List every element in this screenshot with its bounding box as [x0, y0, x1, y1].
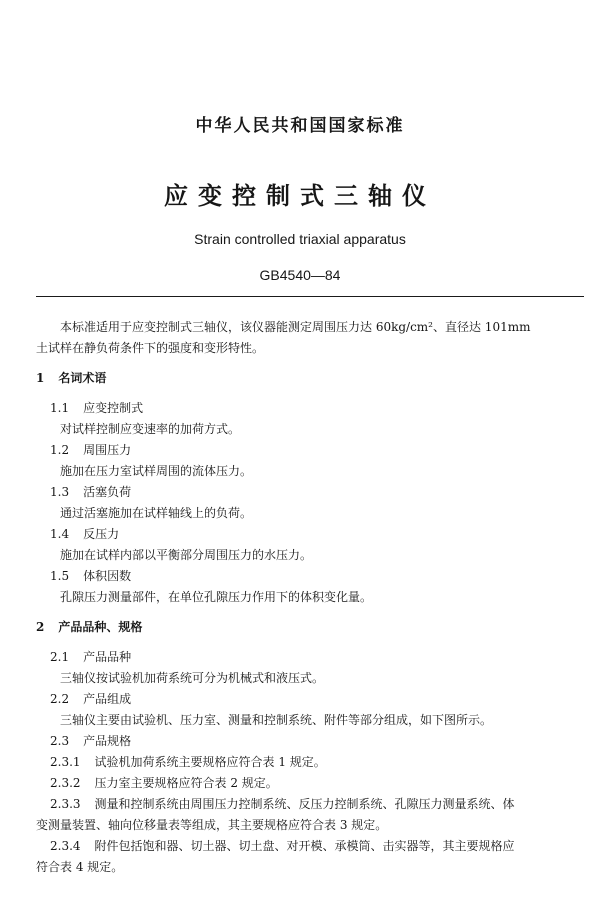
clause-2-2 [50, 690, 131, 708]
term-1-3-definition: 通过活塞施加在试样轴线上的负荷。 [60, 506, 253, 520]
document-title-cn: 应变控制式三轴仪 [164, 182, 436, 210]
clause-2-3-3-line-2: 变测量装置、轴向位移量表等组成，其主要规格应符合表 3 规定。 [36, 818, 388, 832]
clause-number: 2.3.3 [50, 797, 81, 811]
clause-number: 2.3.1 [50, 755, 81, 769]
term-name: 应变控制式 [83, 401, 144, 415]
section-2-heading [36, 618, 142, 636]
section-1-heading [36, 369, 106, 387]
clause-text: 试验机加荷系统主要规格应符合表 1 规定。 [94, 755, 326, 769]
term-name: 体积因数 [83, 569, 132, 583]
clause-2-3-2 [50, 774, 278, 792]
clause-number: 2.3.2 [50, 776, 81, 790]
term-1-1-definition: 对试样控制应变速率的加荷方式。 [60, 422, 241, 436]
header-divider [36, 296, 584, 297]
standard-name: 中华人民共和国国家标准 [195, 116, 405, 136]
term-number: 1.1 [50, 401, 70, 415]
clause-number: 2.2 [50, 692, 70, 706]
intro-line-1: 本标准适用于应变控制式三轴仪，该仪器能测定周围压力达 60kg/cm²、直径达 101mm [60, 320, 531, 334]
clause-text: 压力室主要规格应符合表 2 规定。 [94, 776, 278, 790]
clause-2-3-4-line-2: 符合表 4 规定。 [36, 860, 124, 874]
term-1-2-definition: 施加在压力室试样周围的流体压力。 [60, 464, 253, 478]
standard-code: GB4540—84 [259, 267, 341, 283]
clause-2-3-3 [50, 795, 515, 813]
term-1-5-definition: 孔隙压力测量部件，在单位孔隙压力作用下的体积变化量。 [60, 590, 373, 604]
intro-line-2: 土试样在静负荷条件下的强度和变形特性。 [36, 341, 265, 355]
clause-number: 2.3.4 [50, 839, 81, 853]
clause-2-1 [50, 648, 131, 666]
section-2-number: 2 [36, 620, 45, 634]
term-name: 反压力 [83, 527, 120, 541]
term-number: 1.2 [50, 443, 70, 457]
term-number: 1.3 [50, 485, 70, 499]
term-1-3 [50, 483, 131, 501]
clause-title: 产品品种 [83, 650, 132, 664]
section-2-title: 产品品种、规格 [58, 620, 143, 634]
clause-number: 2.1 [50, 650, 70, 664]
clause-number: 2.3 [50, 734, 70, 748]
term-1-2 [50, 441, 131, 459]
clause-2-2-text: 三轴仪主要由试验机、压力室、测量和控制系统、附件等部分组成，如下图所示。 [60, 713, 493, 727]
term-1-4 [50, 525, 119, 543]
clause-text-line-1: 测量和控制系统由周围压力控制系统、反压力控制系统、孔隙压力测量系统、体 [94, 797, 515, 811]
section-1-number: 1 [36, 371, 45, 385]
clause-2-3 [50, 732, 131, 750]
term-name: 活塞负荷 [83, 485, 132, 499]
term-1-1 [50, 399, 143, 417]
clause-2-3-4 [50, 837, 515, 855]
clause-text-line-1: 附件包括饱和器、切土器、切土盘、对开模、承模筒、击实器等，其主要规格应 [94, 839, 515, 853]
term-number: 1.4 [50, 527, 70, 541]
term-1-5 [50, 567, 131, 585]
term-name: 周围压力 [83, 443, 132, 457]
clause-title: 产品规格 [83, 734, 132, 748]
clause-title: 产品组成 [83, 692, 132, 706]
term-number: 1.5 [50, 569, 70, 583]
clause-2-3-1 [50, 753, 326, 771]
document-title-en: Strain controlled triaxial apparatus [194, 231, 406, 247]
term-1-4-definition: 施加在试样内部以平衡部分周围压力的水压力。 [60, 548, 313, 562]
clause-2-1-text: 三轴仪按试验机加荷系统可分为机械式和液压式。 [60, 671, 325, 685]
section-1-title: 名词术语 [58, 371, 107, 385]
